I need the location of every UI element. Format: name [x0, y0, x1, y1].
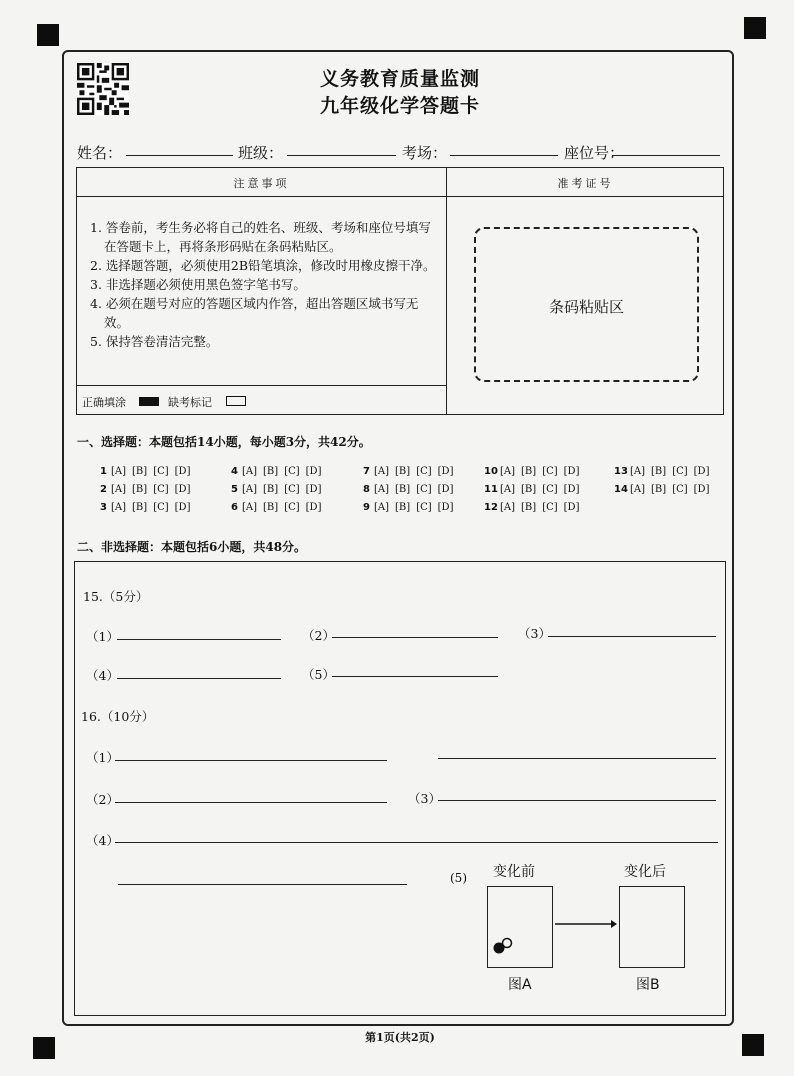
notice-heading: 注意事项 [233, 177, 290, 190]
choice-option-bubble[interactable]: [B] [263, 484, 279, 495]
choice-option-bubble[interactable]: [B] [521, 484, 537, 495]
choice-option-bubble[interactable]: [D] [305, 502, 322, 513]
choice-question [358, 502, 459, 513]
choice-option-bubble[interactable]: [C] [284, 484, 300, 495]
after-label: 变化后 [624, 864, 666, 880]
q15-part-label: （1） [86, 629, 119, 644]
choice-option-bubble[interactable]: [C] [153, 502, 169, 513]
q16-answer-line[interactable] [438, 800, 716, 801]
correct-fill-sample [139, 397, 159, 406]
choice-option-bubble[interactable]: [C] [672, 484, 688, 495]
q15-answer-line[interactable] [548, 636, 716, 637]
choice-option-bubble[interactable]: [C] [284, 502, 300, 513]
q16-answer-line[interactable] [115, 760, 387, 761]
choice-option-bubble[interactable]: [B] [395, 484, 411, 495]
barcode-area-label: 条码粘贴区 [548, 298, 624, 316]
q15-label: 15.（5分） [83, 589, 149, 604]
notice-item: 3. 非选择题必须使用黑色签字笔书写。 [90, 277, 306, 292]
figure-b-label: 图B [636, 977, 660, 993]
choice-option-bubble[interactable]: [A] [242, 484, 258, 495]
choice-question-number: 14 [614, 484, 628, 495]
page-title: 义务教育质量监测 [319, 68, 480, 90]
choice-option-bubble[interactable]: [B] [132, 484, 148, 495]
room-field[interactable] [450, 155, 558, 156]
choice-question [358, 484, 459, 495]
q16-answer-line[interactable] [115, 802, 387, 803]
choice-question [358, 466, 459, 477]
choice-option-bubble[interactable]: [D] [693, 466, 710, 477]
q16-part-label: （1） [86, 750, 119, 765]
notice-list [90, 218, 440, 351]
notice-item: 1. 答卷前，考生务必将自己的姓名、班级、考场和座位号填写在答题卡上，再将条形码贴在条码粘贴区。 [90, 220, 431, 254]
name-label: 姓名： [77, 144, 123, 162]
q16-part-label: （3） [408, 791, 441, 806]
choice-option-bubble[interactable]: [A] [242, 466, 258, 477]
q16-answer-line[interactable] [115, 842, 718, 843]
choice-option-bubble[interactable]: [A] [111, 502, 127, 513]
choice-question-number: 11 [484, 484, 498, 495]
choice-question-number: 7 [363, 466, 370, 477]
absent-mark-label: 缺考标记 [168, 396, 212, 409]
section1-title: 一、选择题：本题包括14小题，每小题3分，共42分。 [77, 435, 371, 449]
choice-option-bubble[interactable]: [D] [437, 484, 454, 495]
arrow-right-icon [553, 918, 619, 930]
name-field[interactable] [126, 155, 233, 156]
q16-label: 16.（10分） [81, 709, 155, 724]
choice-question [614, 484, 715, 495]
choice-question [95, 466, 196, 477]
q16-part-label: （2） [86, 792, 119, 807]
choice-question-number: 10 [484, 466, 498, 477]
choice-option-bubble[interactable]: [D] [174, 484, 191, 495]
choice-question [484, 484, 585, 495]
choice-question [614, 466, 715, 477]
choice-question-number: 1 [100, 466, 107, 477]
q16-answer-line[interactable] [118, 884, 407, 885]
q15-part-label: （3） [518, 626, 551, 641]
choice-option-bubble[interactable]: [B] [521, 466, 537, 477]
choice-option-bubble[interactable]: [C] [542, 484, 558, 495]
class-field[interactable] [287, 155, 396, 156]
choice-question [226, 466, 327, 477]
choice-option-bubble[interactable]: [A] [374, 466, 390, 477]
choice-question [484, 466, 585, 477]
choice-question [484, 502, 585, 513]
choice-option-bubble[interactable]: [C] [284, 466, 300, 477]
page-subtitle: 九年级化学答题卡 [319, 95, 480, 117]
choice-option-bubble[interactable]: [B] [263, 502, 279, 513]
q15-answer-line[interactable] [332, 637, 498, 638]
choice-question [95, 484, 196, 495]
choice-option-bubble[interactable]: [D] [563, 502, 580, 513]
choice-option-bubble[interactable]: [C] [416, 484, 432, 495]
choice-option-bubble[interactable]: [D] [437, 502, 454, 513]
notice-item: 4. 必须在题号对应的答题区域内作答，超出答题区域书写无效。 [90, 296, 419, 330]
class-label: 班级： [238, 144, 284, 162]
notice-item: 5. 保持答卷清洁完整。 [90, 334, 219, 349]
choice-option-bubble[interactable]: [C] [153, 484, 169, 495]
choice-question-number: 12 [484, 502, 498, 513]
notice-item: 2. 选择题答题，必须使用2B铅笔填涂，修改时用橡皮擦干净。 [90, 258, 436, 273]
q15-answer-line[interactable] [117, 639, 281, 640]
choice-question [226, 484, 327, 495]
seat-field[interactable] [612, 155, 720, 156]
room-label: 考场： [402, 144, 448, 162]
absent-mark-box[interactable] [226, 396, 246, 406]
choice-option-bubble[interactable]: [D] [305, 484, 322, 495]
q16-answer-line[interactable] [438, 758, 716, 759]
choice-question [95, 502, 196, 513]
choice-question-number: 6 [231, 502, 238, 513]
choice-option-bubble[interactable]: [C] [416, 466, 432, 477]
choice-option-bubble[interactable]: [D] [437, 466, 454, 477]
choice-option-bubble[interactable]: [D] [305, 466, 322, 477]
choice-question-number: 5 [231, 484, 238, 495]
choice-option-bubble[interactable]: [B] [395, 502, 411, 513]
q16-part-label: （4） [86, 833, 119, 848]
choice-question-number: 2 [100, 484, 107, 495]
correct-fill-label: 正确填涂 [82, 396, 126, 409]
choice-option-bubble[interactable]: [B] [651, 466, 667, 477]
choice-option-bubble[interactable]: [D] [693, 484, 710, 495]
ticket-heading: 准考证号 [557, 177, 614, 190]
choice-option-bubble[interactable]: [D] [174, 502, 191, 513]
q15-answer-line[interactable] [332, 676, 498, 677]
figure-b-box[interactable] [619, 886, 685, 968]
choice-option-bubble[interactable]: [A] [111, 466, 127, 477]
q16-part-label: (5) [450, 871, 467, 885]
choice-option-bubble[interactable]: [D] [563, 466, 580, 477]
choice-option-bubble[interactable]: [B] [132, 466, 148, 477]
corner-mark-top-right [744, 17, 766, 39]
choice-option-bubble[interactable]: [A] [500, 502, 516, 513]
corner-mark-top-left [37, 24, 59, 46]
corner-mark-bottom-right [742, 1034, 764, 1056]
choice-question-number: 9 [363, 502, 370, 513]
choice-option-bubble[interactable]: [B] [263, 466, 279, 477]
choice-question-number: 13 [614, 466, 628, 477]
figure-a-label: 图A [508, 977, 532, 993]
q15-part-label: （4） [86, 668, 119, 683]
q15-part-label: （2） [302, 628, 335, 643]
choice-option-bubble[interactable]: [C] [542, 502, 558, 513]
corner-mark-bottom-left [33, 1037, 55, 1059]
choice-option-bubble[interactable]: [A] [630, 466, 646, 477]
choice-option-bubble[interactable]: [A] [500, 466, 516, 477]
q15-part-label: （5） [302, 667, 335, 682]
choice-question-number: 8 [363, 484, 370, 495]
choice-option-bubble[interactable]: [C] [416, 502, 432, 513]
seat-label: 座位号： [564, 144, 625, 162]
choice-option-bubble[interactable]: [A] [630, 484, 646, 495]
choice-option-bubble[interactable]: [A] [374, 484, 390, 495]
choice-option-bubble[interactable]: [B] [132, 502, 148, 513]
notice-divider [446, 167, 447, 415]
choice-question-number: 3 [100, 502, 107, 513]
choice-option-bubble[interactable]: [C] [153, 466, 169, 477]
choice-question-number: 4 [231, 466, 238, 477]
choice-option-bubble[interactable]: [A] [500, 484, 516, 495]
choice-option-bubble[interactable]: [A] [111, 484, 127, 495]
choice-option-bubble[interactable]: [C] [672, 466, 688, 477]
header-row-divider [76, 196, 724, 197]
choice-option-bubble[interactable]: [A] [242, 502, 258, 513]
choice-question [226, 502, 327, 513]
choice-option-bubble[interactable]: [D] [563, 484, 580, 495]
legend-row-divider [76, 385, 447, 386]
page-footer: 第1页(共2页) [365, 1031, 435, 1044]
choice-option-bubble[interactable]: [B] [651, 484, 667, 495]
choice-option-bubble[interactable]: [C] [542, 466, 558, 477]
qr-code-icon [77, 63, 129, 115]
molecule-icon [490, 935, 518, 957]
choice-option-bubble[interactable]: [D] [174, 466, 191, 477]
section2-title: 二、非选择题：本题包括6小题，共48分。 [77, 540, 307, 554]
figure-a-box[interactable] [487, 886, 553, 968]
choice-option-bubble[interactable]: [B] [521, 502, 537, 513]
choice-option-bubble[interactable]: [B] [395, 466, 411, 477]
before-label: 变化前 [493, 864, 535, 880]
q15-answer-line[interactable] [117, 678, 281, 679]
choice-option-bubble[interactable]: [A] [374, 502, 390, 513]
